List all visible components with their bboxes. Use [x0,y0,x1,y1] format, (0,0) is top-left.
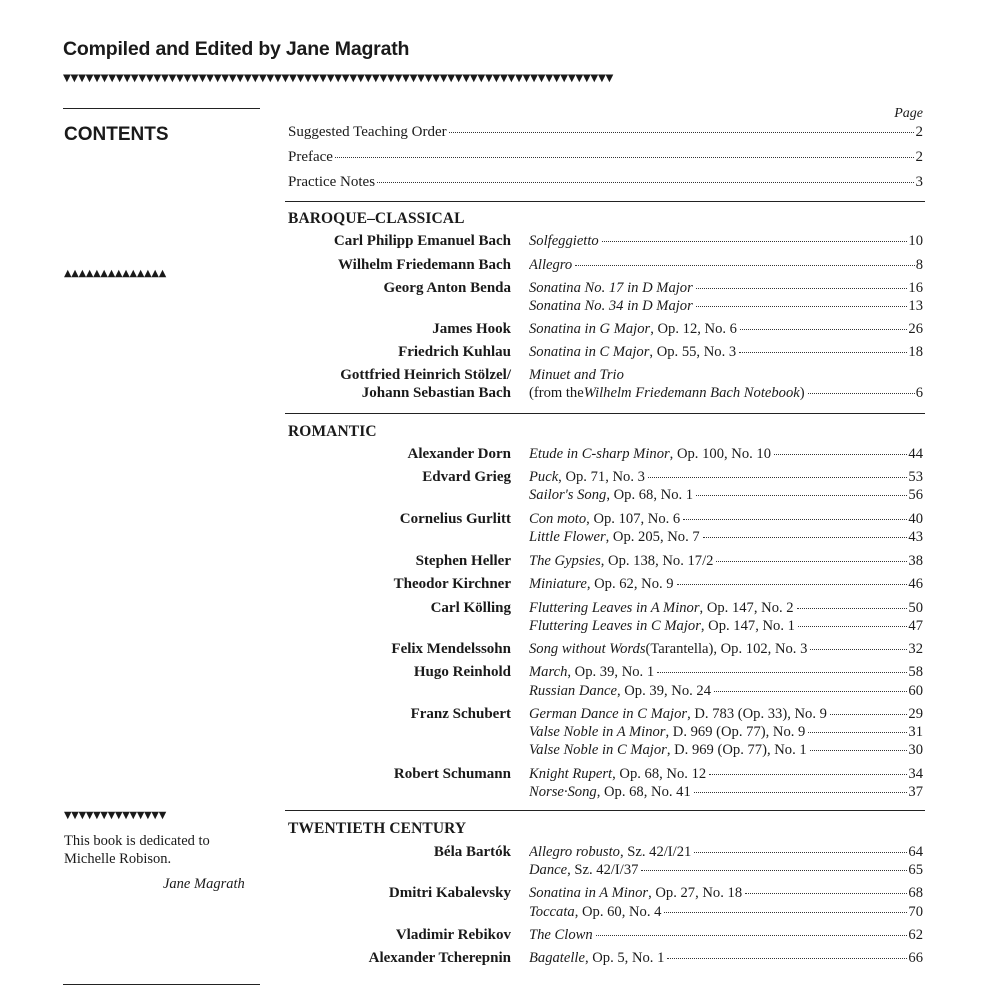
toc-page-number: 56 [908,487,923,503]
toc-page-number: 8 [915,257,923,273]
toc-front-title: Suggested Teaching Order [288,124,447,140]
sidebar-bottom-rule [63,984,260,985]
piece-title: Sonatina in C Major [529,344,650,360]
composer-name: Alexander Tcherepnin [368,950,511,966]
toc-page-number: 2 [915,124,923,140]
piece-title: German Dance in C Major [529,706,688,722]
dot-leader [709,774,907,775]
toc-front-row[interactable] [288,149,923,166]
piece-title: Allegro robusto [529,844,620,860]
composer-name: Gottfried Heinrich Stölzel/ [340,367,511,383]
composer-name: Georg Anton Benda [383,280,511,296]
piece-detail: , Op. 68, No. 1 [606,487,694,503]
page-column-label: Page [894,106,923,121]
dot-leader [810,750,908,751]
toc-entry[interactable] [529,280,923,297]
piece-title: Fluttering Leaves in A Minor [529,600,700,616]
composer-name: Felix Mendelssohn [391,641,511,657]
dot-leader [335,157,914,158]
piece-detail: , Op. 68, No. 12 [612,766,707,782]
piece-title: Valse Noble in A Minor [529,724,666,740]
piece-title: Sonatina No. 34 in D Major [529,298,693,314]
composer-name: Alexander Dorn [407,446,511,462]
toc-entry[interactable] [529,742,923,759]
dot-leader [664,912,907,913]
dot-leader [667,958,907,959]
toc-entry[interactable] [529,885,923,902]
toc-page-number: 44 [908,446,923,462]
toc-page-number: 68 [908,885,923,901]
piece-detail: ) [799,385,805,401]
piece-title: March [529,664,568,680]
toc-page-number: 60 [908,683,923,699]
toc-page-number: 40 [908,511,923,527]
toc-front-row[interactable] [288,124,923,141]
toc-page-number: 53 [908,469,923,485]
piece-detail: , Op. 147, No. 1 [700,618,795,634]
toc-front-row[interactable] [288,174,923,191]
dot-leader [602,241,908,242]
toc-page-number: 18 [908,344,923,360]
dot-leader [648,477,907,478]
piece-title: Allegro [529,257,573,273]
toc-page-number: 30 [908,742,923,758]
dedication-text: This book is dedicated to Michelle Robison. [64,833,210,867]
toc-front-title: Preface [288,149,333,165]
composer-name: Friedrich Kuhlau [398,344,511,360]
piece-detail: , Op. 68, No. 41 [596,784,691,800]
toc-entry[interactable] [529,469,923,486]
toc-entry[interactable] [529,706,923,723]
toc-page-number: 34 [908,766,923,782]
toc-page-number: 43 [908,529,923,545]
composer-name: Theodor Kirchner [393,576,511,592]
dot-leader [808,393,915,394]
piece-detail: , Op. 39, No. 1 [567,664,655,680]
composer-name: Carl Kölling [430,600,511,616]
dot-leader [830,714,907,715]
toc-entry[interactable] [529,576,923,593]
toc-page-number: 47 [908,618,923,634]
toc-entry[interactable] [529,664,923,681]
composer-name: Edvard Grieg [422,469,511,485]
ornament-triangle-up-row: ▲▲▲▲▲▲▲▲▲▲▲▲▲▲ [64,269,166,279]
piece-detail: , D. 969 (Op. 77), No. 1 [666,742,807,758]
toc-entry[interactable] [529,904,923,921]
composer-name: Cornelius Gurlitt [399,511,511,527]
dot-leader [798,626,907,627]
piece-detail: , Op. 39, No. 24 [616,683,712,699]
piece-detail: , Op. 147, No. 2 [699,600,794,616]
dot-leader [716,561,907,562]
dot-leader [696,495,907,496]
toc-entry[interactable] [529,487,923,504]
piece-title: Russian Dance [529,683,617,699]
toc-page-number: 50 [908,600,923,616]
toc-page-number: 16 [908,280,923,296]
piece-detail: , Op. 205, No. 7 [605,529,700,545]
ornament-triangle-down-row: ▼▼▼▼▼▼▼▼▼▼▼▼▼▼ [64,811,166,821]
piece-detail: , Op. 62, No. 9 [586,576,674,592]
toc-entry[interactable] [529,511,923,528]
dot-leader [810,649,907,650]
piece-detail: (Tarantella), Op. 102, No. 3 [645,641,808,657]
dot-leader [575,265,914,266]
piece-title: Etude in C-sharp Minor [529,446,670,462]
piece-detail: , D. 969 (Op. 77), No. 9 [665,724,806,740]
dot-leader [696,288,908,289]
piece-detail: , Op. 12, No. 6 [650,321,737,337]
dot-leader [703,537,908,538]
toc-front-title: Practice Notes [288,174,376,190]
dot-leader [714,691,907,692]
composer-name: Wilhelm Friedemann Bach [337,257,511,273]
composer-name: James Hook [432,321,511,337]
composer-name: Hugo Reinhold [413,664,511,680]
composer-name: Béla Bartók [433,844,511,860]
toc-entry[interactable] [529,385,923,402]
toc-entry[interactable] [529,724,923,741]
dot-leader [657,672,907,673]
toc-page-number: 46 [908,576,923,592]
piece-title: Fluttering Leaves in C Major [529,618,701,634]
piece-detail: , Op. 5, No. 1 [584,950,665,966]
piece-detail: , Op. 60, No. 4 [574,904,662,920]
piece-title: Wilhelm Friedemann Bach Notebook [583,385,800,401]
piece-title: Minuet and Trio [529,367,624,383]
contents-label: CONTENTS [64,124,169,145]
section-divider [285,810,925,811]
dot-leader [677,584,908,585]
toc-entry[interactable] [529,950,923,967]
piece-title: Knight Rupert [529,766,613,782]
toc-entry[interactable] [529,784,923,801]
composer-name: Stephen Heller [415,553,511,569]
piece-detail: , Op. 107, No. 6 [586,511,681,527]
sidebar-top-rule [63,108,260,109]
dot-leader [694,852,907,853]
dot-leader [797,608,908,609]
piece-title: Norse·Song [529,784,597,800]
composer-name: Robert Schumann [393,766,511,782]
piece-detail: , Op. 138, No. 17/2 [600,553,714,569]
piece-title: Toccata [529,904,575,920]
piece-detail: , Op. 55, No. 3 [649,344,737,360]
piece-detail: , Op. 71, No. 3 [558,469,645,485]
toc-page-number: 58 [908,664,923,680]
composer-name: Johann Sebastian Bach [361,385,511,401]
dot-leader [641,870,907,871]
dot-leader [683,519,907,520]
section-divider [285,413,925,414]
toc-page-number: 31 [908,724,923,740]
piece-title: Little Flower [529,529,606,545]
toc-entry[interactable] [529,446,923,463]
piece-prefix: (from the [529,385,584,401]
composer-name: Vladimir Rebikov [395,927,511,943]
toc-entry[interactable] [529,600,923,617]
ornament-triangle-row: ▼▼▼▼▼▼▼▼▼▼▼▼▼▼▼▼▼▼▼▼▼▼▼▼▼▼▼▼▼▼▼▼▼▼▼▼▼▼▼▼▼▼▼▼▼▼▼▼▼▼▼▼▼▼▼▼▼▼▼▼▼▼▼▼▼▼▼▼▼▼▼▼▼ [63,74,614,84]
composer-name: Carl Philipp Emanuel Bach [333,233,511,249]
toc-entry[interactable] [529,321,923,338]
toc-entry[interactable] [529,641,923,658]
section-heading-twentieth-century: TWENTIETH CENTURY [288,820,467,837]
piece-title: Sonatina in G Major [529,321,651,337]
toc-page-number: 10 [908,233,923,249]
toc-page-number: 64 [908,844,923,860]
dedication-signature: Jane Magrath [163,876,245,892]
toc-page-number: 38 [908,553,923,569]
piece-detail: , Sz. 42/I/21 [619,844,692,860]
piece-title: Solfeggietto [529,233,599,249]
dot-leader [739,352,907,353]
toc-entry[interactable] [529,233,923,250]
toc-page-number: 13 [908,298,923,314]
toc-entry[interactable] [529,618,923,635]
toc-entry[interactable] [529,844,923,861]
dot-leader [745,893,907,894]
piece-detail: , Sz. 42/I/37 [567,862,639,878]
piece-title: Valse Noble in C Major [529,742,667,758]
toc-page-number: 3 [915,174,923,190]
piece-title: Dance [529,862,568,878]
piece-title: The Clown [529,927,593,943]
dot-leader [696,306,908,307]
piece-title: Con moto [529,511,587,527]
piece-title: Puck [529,469,559,485]
toc-page-number: 70 [908,904,923,920]
dot-leader [808,732,907,733]
section-divider [285,201,925,202]
toc-entry[interactable] [529,553,923,570]
toc-page-number: 2 [915,149,923,165]
toc-page-number: 6 [915,385,923,401]
piece-title: Sailor's Song [529,487,607,503]
piece-title: Bagatelle [529,950,585,966]
piece-detail: , Op. 100, No. 10 [669,446,772,462]
piece-title: Sonatina No. 17 in D Major [529,280,693,296]
section-heading-baroque-classical: BAROQUE–CLASSICAL [288,210,465,227]
dot-leader [596,935,908,936]
toc-entry[interactable] [529,529,923,546]
toc-page-number: 37 [908,784,923,800]
piece-detail: , D. 783 (Op. 33), No. 9 [687,706,827,722]
section-heading-romantic: ROMANTIC [288,423,377,440]
toc-entry[interactable] [529,344,923,361]
toc-entry[interactable] [529,683,923,700]
toc-page-number: 29 [908,706,923,722]
composer-name: Dmitri Kabalevsky [388,885,511,901]
piece-title: Miniature [529,576,587,592]
composer-name: Franz Schubert [410,706,511,722]
dot-leader [694,792,908,793]
piece-title: Song without Words [529,641,646,657]
toc-page-number: 32 [908,641,923,657]
dot-leader [377,182,913,183]
toc-page-number: 65 [908,862,923,878]
piece-title: The Gypsies [529,553,601,569]
piece-title: Sonatina in A Minor [529,885,649,901]
dot-leader [449,132,914,133]
toc-entry[interactable] [529,257,923,274]
toc-entry[interactable] [529,862,923,879]
toc-entry[interactable] [529,298,923,315]
dot-leader [774,454,907,455]
book-credit-heading: Compiled and Edited by Jane Magrath [63,38,410,60]
piece-detail: , Op. 27, No. 18 [648,885,743,901]
toc-page-number: 26 [908,321,923,337]
toc-entry[interactable] [529,367,923,384]
toc-entry[interactable] [529,766,923,783]
toc-entry[interactable] [529,927,923,944]
dot-leader [740,329,907,330]
toc-page-number: 66 [908,950,923,966]
toc-page-number: 62 [908,927,923,943]
